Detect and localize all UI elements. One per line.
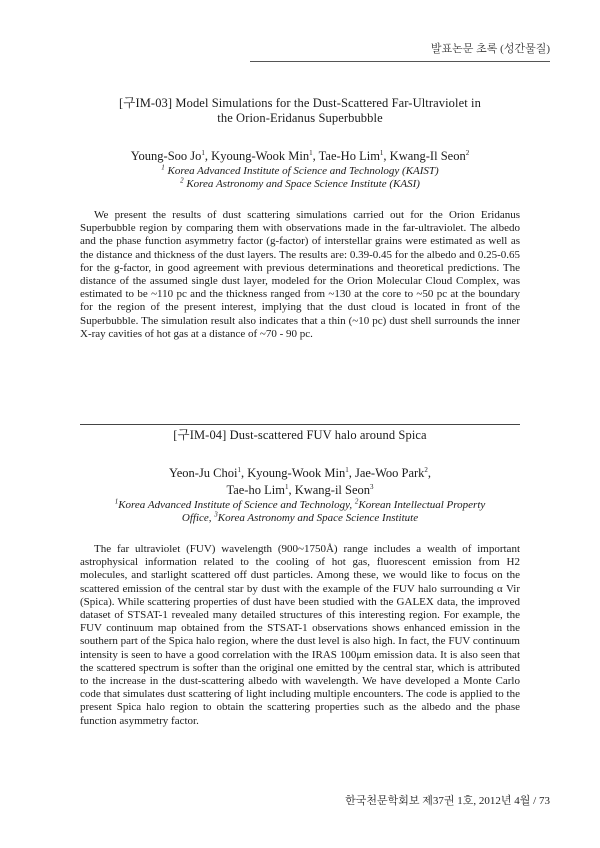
abstract-title bbox=[80, 96, 520, 126]
author: Kwang-Il Seon$^2$ bbox=[389, 148, 470, 163]
page-header: 발표논문 초록 (성간물질) bbox=[250, 40, 550, 62]
affiliation: $^1$ Korea Advanced Institute of Science and Technology (KAIST) bbox=[161, 163, 439, 177]
page-footer: 한국천문학회보 제37권 1호, 2012년 4월 / 73 bbox=[345, 795, 550, 807]
abstract-im-04 bbox=[80, 424, 520, 728]
affiliation: $^2$ Korea Astronomy and Space Science Institute (KASI) bbox=[180, 176, 420, 190]
author-line bbox=[80, 482, 520, 499]
affiliation: $^1$Korea Advanced Institute of Science and Technology, $^2$Korean Intellectual Property bbox=[114, 497, 486, 511]
author: Jae-Woo Park$^2$, bbox=[354, 465, 432, 480]
author: Tae-ho Lim$^1$, bbox=[226, 482, 295, 497]
abstract-title: [구IM-04] Dust-scattered FUV halo around Spica bbox=[173, 428, 427, 442]
author: Tae-Ho Lim$^1$, bbox=[318, 148, 390, 163]
author-line bbox=[80, 465, 520, 482]
author: Young-Soo Jo$^1$, bbox=[130, 148, 212, 163]
affiliation: Office, $^3$Korea Astronomy and Space Science Institute bbox=[181, 510, 419, 524]
abstract-body: We present the results of dust scattering simulations carried out for the Orion Eridanus Superbubble region by comparing them with observations made in the far-ultraviolet. The albedo and the phase function asymmetry factor (g-factor) of interstellar grains were estimated as well as the distance and thickness of the dust layers. The results are: 0.39-0.45 for the albedo and 0.25-0.65 for the g-factor, in good agreement with previous determinations and theoretical predictions. The distance of the assumed single dust layer, modeled for the Orion Molecular Cloud Complex, was estimated to be ~110 pc and the thickness ranged from ~130 at the core to ~50 pc at the boundary for the region of the present interest, implying that the dust cloud is located in front of the Superbubble. The simulation result also indicates that a thin (~10 pc) dust shell surrounds the inner X-ray cavities of hot gas at a distance of ~70 - 90 pc. bbox=[80, 209, 520, 340]
abstract-im-03 bbox=[80, 96, 520, 341]
author-list bbox=[80, 465, 520, 499]
abstract-title-line: [구IM-03] Model Simulations for the Dust-Scattered Far-Ultraviolet in bbox=[119, 96, 481, 110]
author: Kyoung-Wook Min$^1$, bbox=[211, 148, 319, 163]
abstract-title-line: the Orion-Eridanus Superbubble bbox=[217, 111, 383, 125]
abstract-body: The far ultraviolet (FUV) wavelength (900~1750Å) range includes a wealth of important astrophysical information related to the cooling of hot gas, fluorescent emission from H2 molecules, and starlight scattered off dust particles. Among these, we would like to focus on the scattered emission of the central star by dust with the example of the FUV halo surrounding α Vir (Spica). While scattering properties of dust have been studied with the GALEX data, the improved dataset of STSAT-1 revealed many detailed structures of this interesting region. For example, the FUV continuum map obtained from the STSAT-1 observations shows enhanced emission in the southern part of the Spica halo region, where the dust level is also high. In fact, the FUV continuum intensity is seen to have a good correlation with the IRAS 100μm emission data. It is also seen that the scattered spectrum is softer than the original one emitted by the central star, which is attributed to the increase in the dust-scattering albedo with wavelength. We have developed a Monte Carlo code that simulates dust scattering of light including multiple encounters. The code is applied to the present Spica halo region to obtain the scattering properties such as the albedo and the phase function asymmetry factor. bbox=[80, 543, 520, 727]
author: Yeon-Ju Choi$^1$, bbox=[168, 465, 248, 480]
author: Kwang-il Seon$^3$ bbox=[294, 482, 374, 497]
author: Kyoung-Wook Min$^1$, bbox=[247, 465, 355, 480]
author-list bbox=[80, 148, 520, 165]
